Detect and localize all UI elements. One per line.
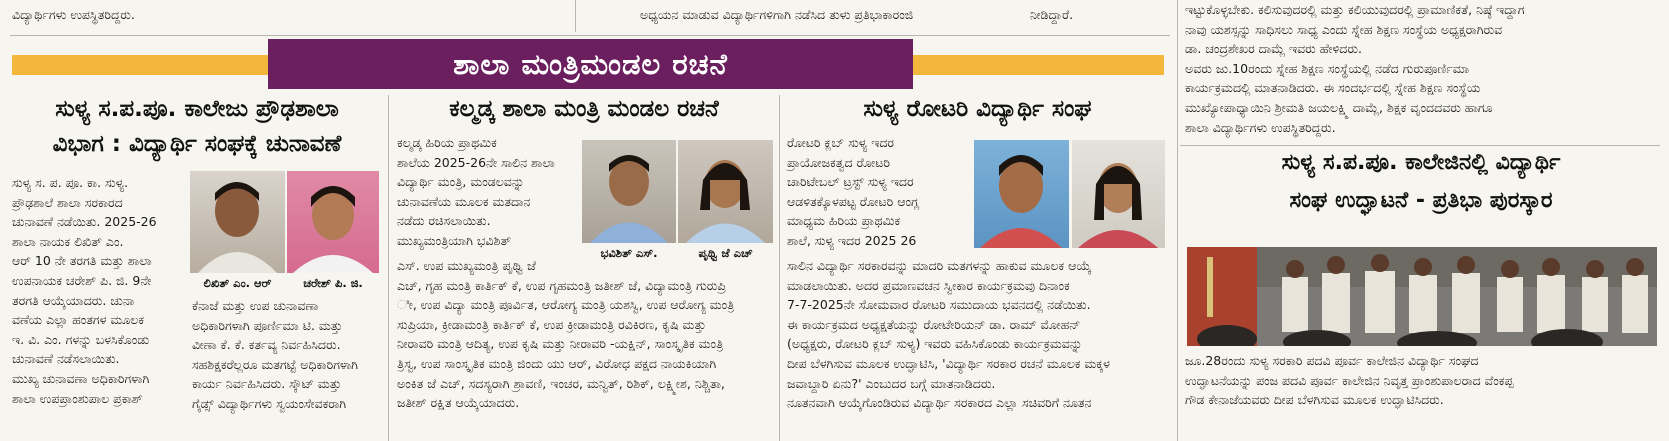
column-divider-2 — [779, 95, 780, 441]
article1-caption-1: ಲಿಖಿತ್ ಎಂ. ಆರ್ — [203, 276, 272, 290]
top-strip-left-text: ವಿದ್ಯಾರ್ಥಿಗಳು ಉಪಸ್ಥಿತರಿದ್ದರು. — [12, 7, 135, 22]
column-divider-1 — [388, 95, 389, 441]
student-photo-icon — [582, 140, 676, 243]
article1-body-right: ಕೆನಾಜೆ ಮತ್ತು ಉಪ ಚುನಾವಣಾ ಅಧಿಕಾರಿಗಳಾಗಿ ಪೂರ್ಣಿಮಾ ಟಿ. ಮತ್ತು ವೀಣಾ ಕೆ. ಕೆ. ಕರ್ತವ್ಯ ನಿರ್ವಹಿಸಿದರು. ಸಹಶಿಕ್ಷಕರೆಲ್ಲರೂ ಮತಗಟ್ಟೆ ಅಧಿಕಾರಿಗಳಾಗಿ ಕಾರ್ಯ ನಿರ್ವಹಿಸಿದರು. ಸ್ಕೌಟ್ ಮತ್ತು ಗೈಡ್ಸ್ ವಿದ್ಯಾರ್ಥಿಗಳು ಸ್ವಯಂಸೇವಕರಾಗಿ — [192, 298, 358, 411]
article1-photo-2 — [287, 171, 379, 273]
article1-body-top: ಸುಳ್ಯ ಸ. ಪ. ಪೂ. ಕಾ. ಸುಳ್ಯ. ಪ್ರೌಢಶಾಲೆ ಶಾಲಾ ಸರಕಾರದ ಚುನಾವಣೆ ನಡೆಯಿತು. 2025-26 ಶಾಲಾ ನಾಯಕ ಲಿಖಿತ್ ಎಂ. ಆರ್ 10 ನೇ ತರಗತಿ ಮತ್ತು ಶಾಲಾ ಉಪನಾಯಕ ಚರೇಶ್ ಪಿ. ಜಿ. 9ನೇ ತರಗತಿ ಆಯ್ಕೆಯಾದರು. ಚುನಾ ವಣೆಯ ಎಲ್ಲಾ ಹಂತಗಳ ಮೂಲಕ ಇ. ವಿ. ಎಂ. ಗಳನ್ನು ಬಳಸಿಕೊಂಡು ಚುನಾವಣೆ ನಡೆಸಲಾಯಿತು. ಮುಖ್ಯ ಚುನಾವಣಾ ಅಧಿಕಾರಿಗಳಾಗಿ ಶಾಲಾ ಉಪಪ್ರಾಂಶುಪಾಲ ಪ್ರಕಾಶ್ — [12, 175, 157, 406]
event-stage-photo-icon — [1187, 247, 1657, 346]
article2-caption-1: ಭವಿಶಿತ್ ಎಸ್. — [600, 246, 658, 260]
article2-photo-1 — [582, 140, 676, 243]
student-photo-icon — [678, 140, 773, 243]
article3-body-bottom: ಸಾಲಿನ ವಿದ್ಯಾರ್ಥಿ ಸರಕಾರವನ್ನು ಮಾದರಿ ಮತಗಳನ್ನು ಹಾಕುವ ಮೂಲಕ ಆಯ್ಕೆ ಮಾಡಲಾಯಿತು. ಅದರ ಪ್ರಮಾಣವಚನ ಸ್ವೀಕಾರ ಕಾರ್ಯಕ್ರಮವು ದಿನಾಂಕ 7-7-2025ನೇ ಸೋಮವಾರ ರೋಟರಿ ಸಮುದಾಯ ಭವನದಲ್ಲಿ ನಡೆಯಿತು. ಈ ಕಾರ್ಯಕ್ರಮದ ಅಧ್ಯಕ್ಷತೆಯನ್ನು ರೋಟೇರಿಯನ್ ಡಾ. ರಾಮ್ ಮೋಹನ್ (ಅಧ್ಯಕ್ಷರು, ರೋಟರಿ ಕ್ಲಬ್ ಸುಳ್ಯ) ಇವರು ವಹಿಸಿಕೊಂಡು ಕಾರ್ಯಕ್ರಮವನ್ನು ದೀಪ ಬೆಳಗಿಸುವ ಮೂಲಕ ಉದ್ಘಾಟಿಸಿ, 'ವಿದ್ಯಾರ್ಥಿ ಸರಕಾರ ರಚನೆ ಮೂಲಕ ಮಕ್ಕಳ ಜವಾಬ್ದಾರಿ ಏನು?' ಎಂಬುದರ ಬಗ್ಗೆ ಮಾತನಾಡಿದರು. ನೂತನವಾಗಿ ಆಯ್ಕೆಗೊಂಡಿರುವ ವಿದ್ಯಾರ್ಥಿ ಸರಕಾರದ ಎಲ್ಲಾ ಸಚಿವರಿಗೆ ನೂತನ — [787, 258, 1110, 411]
student-photo-icon — [190, 171, 285, 273]
article2-body-top: ಕಲ್ಮಡ್ಕ ಹಿರಿಯ ಪ್ರಾಥಮಿಕ ಶಾಲೆಯ 2025-26ನೇ ಸಾಲಿನ ಶಾಲಾ ವಿದ್ಯಾರ್ಥಿ ಮಂತ್ರಿ, ಮಂಡಲವನ್ನು ಚುನಾವಣೆಯ ಮೂಲಕ ಮತದಾನ ನಡೆದು ರಚಿಸಲಾಯಿತು. ಮುಖ್ಯಮಂತ್ರಿಯಾಗಿ ಭವಿಶಿತ್ — [397, 135, 555, 248]
article4-top-body: ಇಟ್ಟುಕೊಳ್ಳಬೇಕು. ಕಲಿಸುವುದರಲ್ಲಿ ಮತ್ತು ಕಲಿಯುವುದರಲ್ಲಿ ಪ್ರಾಮಾಣಿಕತೆ, ನಿಷ್ಠೆ ಇದ್ದಾಗ ನಾವು ಯಶಸ್ಸನ್ನು ಸಾಧಿಸಲು ಸಾಧ್ಯ ಎಂದು ಸ್ನೇಹ ಶಿಕ್ಷಣ ಸಂಸ್ಥೆಯ ಅಧ್ಯಕ್ಷರಾಗಿರುವ ಡಾ. ಚಂದ್ರಶೇಖರ ದಾಮ್ಲೆ ಇವರು ಹೇಳಿದರು. ಅವರು ಜು.10ರಂದು ಸ್ನೇಹ ಶಿಕ್ಷಣ ಸಂಸ್ಥೆಯಲ್ಲಿ ನಡೆದ ಗುರುಪೂರ್ಣಿಮಾ ಕಾರ್ಯಕ್ರಮದಲ್ಲಿ ಮಾತನಾಡಿದರು. ಈ ಸಂದರ್ಭದಲ್ಲಿ ಸ್ನೇಹ ಶಿಕ್ಷಣ ಸಂಸ್ಥೆಯ ಮುಖ್ಯೋಪಾಧ್ಯಾಯಿನಿ ಶ್ರೀಮತಿ ಜಯಲಕ್ಷ್ಮಿ ದಾಮ್ಲೆ, ಶಿಕ್ಷಕ ವೃಂದದವರು ಹಾಗೂ ಶಾಲಾ ವಿದ್ಯಾರ್ಥಿಗಳು ಉಪಸ್ಥಿತರಿದ್ದರು. — [1185, 2, 1525, 135]
article2-caption-2: ಪೃಥ್ವಿ ಜೆ ಎಚ್ — [698, 246, 753, 260]
column-divider-top-1 — [575, 0, 576, 32]
article4-divider — [1180, 145, 1660, 146]
student-photo-icon — [287, 171, 379, 273]
banner-title: ಶಾಲಾ ಮಂತ್ರಿಮಂಡಲ ರಚನೆ — [453, 46, 728, 81]
article3-photo-1 — [974, 140, 1069, 248]
article2-photo-2 — [678, 140, 773, 243]
article3-photo-2 — [1072, 140, 1165, 248]
top-strip-mid-text-b: ನೀಡಿದ್ದಾರೆ. — [1030, 7, 1074, 22]
student-photo-icon — [1072, 140, 1165, 248]
top-divider — [10, 35, 1170, 36]
top-strip-mid-text-a: ಅಧ್ಯಯನ ಮಾಡುವ ವಿದ್ಯಾರ್ಥಿಗಳಿಗಾಗಿ ನಡೆಸಿದ ತುಳು ಪ್ರತಿಭಾಕಾರಂಜಿ — [640, 7, 914, 22]
article1-caption-2: ಚರೇಶ್ ಪಿ. ಜಿ. — [303, 276, 363, 290]
article1-headline-2: ವಿಭಾಗ : ವಿದ್ಯಾರ್ಥಿ ಸಂಘಕ್ಕೆ ಚುನಾವಣೆ — [52, 131, 342, 157]
article4-event-photo — [1187, 247, 1657, 346]
article3-body-top: ರೋಟರಿ ಕ್ಲಬ್ ಸುಳ್ಯ ಇದರ ಪ್ರಾಯೋಜಕತ್ವದ ರೋಟರಿ ಚಾರಿಟೇಬಲ್ ಟ್ರಸ್ಟ್ ಸುಳ್ಯ ಇದರ ಆಡಳಿತಕ್ಕೊಳಪಟ್ಟ ರೋಟರಿ ಆಂಗ್ಲ ಮಾಧ್ಯಮ ಹಿರಿಯ ಪ್ರಾಥಮಿಕ ಶಾಲೆ, ಸುಳ್ಯ ಇದರ 2025 26 — [787, 135, 920, 248]
article1-headline-1: ಸುಳ್ಯ ಸ.ಪ.ಪೂ. ಕಾಲೇಜು ಪ್ರೌಢಶಾಲಾ — [55, 96, 339, 122]
article4-body-bottom: ಜೂ.28ರಂದು ಸುಳ್ಯ ಸರಕಾರಿ ಪದವಿ ಪೂರ್ವ ಕಾಲೇಜಿನ ವಿದ್ಯಾರ್ಥಿ ಸಂಘದ ಉದ್ಘಾಟನೆಯನ್ನು ಪಂಜ ಪದವಿ ಪೂರ್ವ ಕಾಲೇಜಿನ ನಿವೃತ್ತ ಪ್ರಾಂಶುಪಾಲರಾದ ವೆಂಕಪ್ಪ ಗೌಡ ಕೇನಾಜೆಯವರು ದೀಪ ಬೆಳಗಿಸುವ ಮೂಲಕ ಉದ್ಘಾಟಿಸಿದರು. — [1185, 353, 1514, 408]
article4-headline-1: ಸುಳ್ಯ ಸ.ಪ.ಪೂ. ಕಾಲೇಜಿನಲ್ಲಿ ವಿದ್ಯಾರ್ಥಿ — [1281, 150, 1561, 175]
article2-body-bottom: ಎಸ್. ಉಪ ಮುಖ್ಯಮಂತ್ರಿ ಪೃಥ್ವಿ ಜೆ ಎಚ್, ಗೃಹ ಮಂತ್ರಿ ಕಾರ್ತಿಕ್ ಕೆ, ಉಪ ಗೃಹಮಂತ್ರಿ ಜತೀಶ್ ಜೆ, ವಿದ್ಯಾಮಂತ್ರಿ ಗುರುಪ್ರಿ ೀ, ಉಪ ವಿದ್ಯಾ ಮಂತ್ರಿ ಪೂರ್ವಿತ, ಆರೋಗ್ಯ ಮಂತ್ರಿ ಯಶಸ್ವಿ, ಉಪ ಆರೋಗ್ಯ ಮಂತ್ರಿ ಸುಪ್ರಿಯಾ, ಕ್ರೀಡಾಮಂತ್ರಿ ಕಾರ್ತಿಕ್ ಕೆ, ಉಪ ಕ್ರೀಡಾಮಂತ್ರಿ ರವಿಕಿರಣ, ಕೃಷಿ ಮತ್ತು ನೀರಾವರಿ ಮಂತ್ರಿ ಆದಿತ್ಯ, ಉಪ ಕೃಷಿ ಮತ್ತು ನೀರಾವರಿ -ಯಕ್ಷಿನ್, ಸಾಂಸ್ಕೃತಿಕ ಮಂತ್ರಿ ತ್ರಿಸ್ವ, ಉಪ ಸಾಂಸ್ಕೃತಿಕ ಮಂತ್ರಿ ಜಿಂದು ಯು ಆರ್, ವಿರೋಧ ಪಕ್ಷದ ನಾಯಕಿಯಾಗಿ ಅಂಕಿತ ಜೆ ಎಚ್, ಸದಸ್ಯರಾಗಿ ಶ್ರಾವಣಿ, ಇಂಚರ, ಮನ್ವಿತ್, ರಿಶಿಕ್, ಲಕ್ಷ್ಮೀಶ, ನಿಶ್ಚಿತಾ, ಜತೀಶ್ ರಕ್ಷಿತ ಆಯ್ಕೆಯಾದರು. — [397, 258, 735, 411]
article1-photo-1 — [190, 171, 285, 273]
banner-box — [268, 39, 913, 89]
article4-headline-2: ಸಂಘ ಉದ್ಘಾಟನೆ - ಪ್ರತಿಭಾ ಪುರಸ್ಕಾರ — [1289, 188, 1553, 213]
student-photo-icon — [974, 140, 1069, 248]
article3-headline: ಸುಳ್ಯ ರೋಟರಿ ವಿದ್ಯಾರ್ಥಿ ಸಂಘ — [863, 96, 1092, 122]
column-divider-top-2 — [1177, 0, 1178, 441]
article2-headline: ಕಲ್ಮಡ್ಕ ಶಾಲಾ ಮಂತ್ರಿ ಮಂಡಲ ರಚನೆ — [449, 96, 719, 122]
